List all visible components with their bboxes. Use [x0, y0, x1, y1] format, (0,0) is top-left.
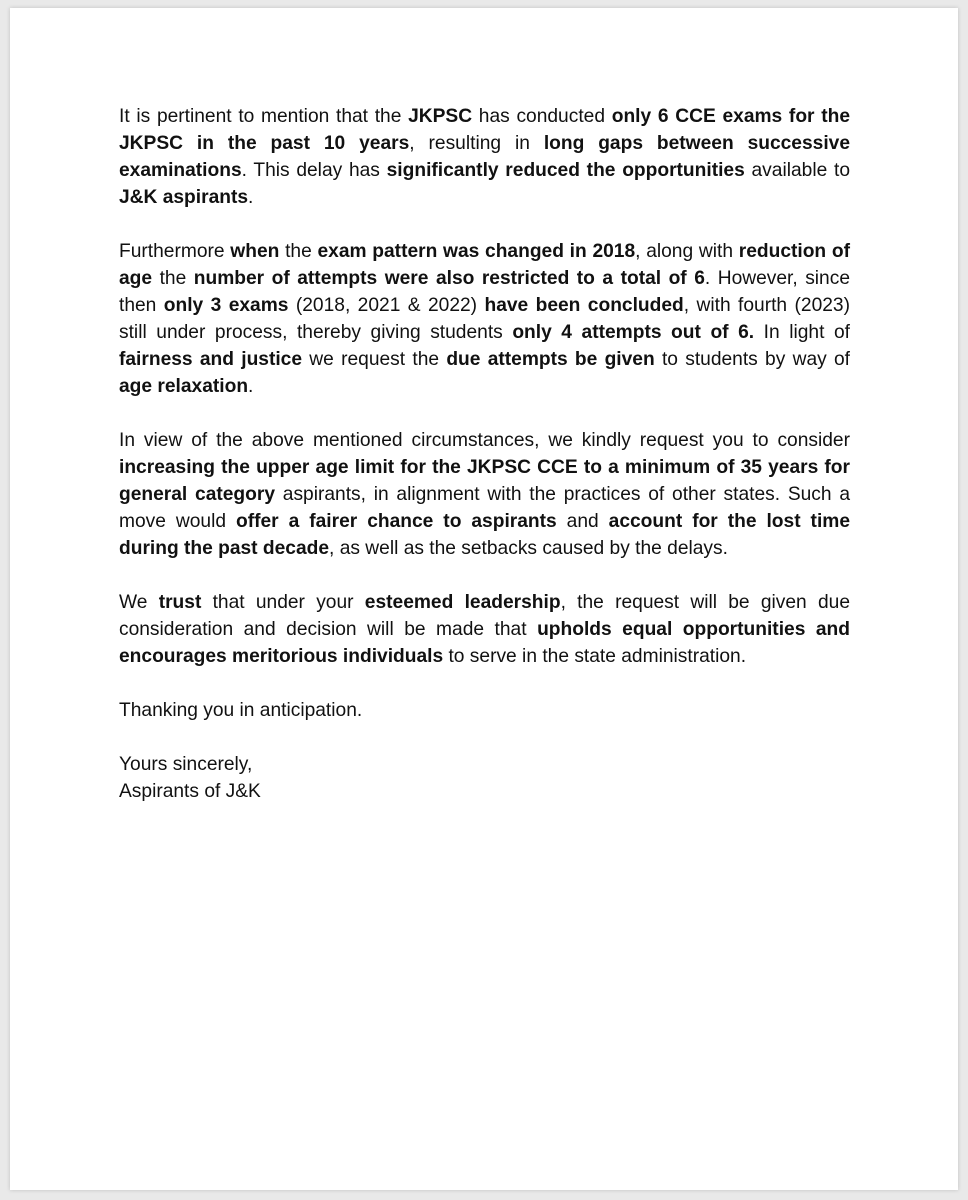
- text-run: the: [152, 268, 194, 289]
- bold-text-run: J&K aspirants: [119, 187, 249, 208]
- text-run: . However, since then: [119, 268, 850, 316]
- bold-text-run: age relaxation: [119, 376, 249, 397]
- text-run: aspirants, in alignment with the practices of other states. Such a move would: [119, 484, 850, 532]
- bold-text-run: increasing the upper age limit for the JKPSC CCE to a minimum of 35 years for general category: [119, 457, 850, 505]
- text-run: In light of: [754, 322, 850, 343]
- text-run: . This delay has: [241, 160, 387, 181]
- text-run: available to: [744, 160, 850, 181]
- signatory: Aspirants of J&K: [119, 781, 261, 802]
- bold-text-run: number of attempts were also restricted to a total of 6: [193, 268, 705, 289]
- text-run: , along with: [635, 241, 739, 262]
- text-run: Furthermore: [119, 241, 231, 262]
- bold-text-run: significantly reduced the opportunities: [386, 160, 745, 181]
- bold-text-run: account for the lost time during the past decade: [119, 511, 851, 559]
- salutation: Yours sincerely,: [119, 754, 253, 775]
- bold-text-run: fairness and justice: [119, 349, 303, 370]
- text-run: that under your: [201, 592, 365, 613]
- text-run: the: [279, 241, 318, 262]
- bold-text-run: when: [230, 241, 280, 262]
- bold-text-run: esteemed leadership: [364, 592, 561, 613]
- text-run: to students by way of: [654, 349, 850, 370]
- bold-text-run: exam pattern was changed in 2018: [317, 241, 636, 262]
- text-run: , resulting in: [409, 133, 544, 154]
- bold-text-run: only 3 exams: [163, 295, 289, 316]
- text-run: and: [556, 511, 609, 532]
- letter-body: [119, 103, 850, 805]
- paragraph-exam-frequency: [119, 103, 850, 211]
- bold-text-run: only 4 attempts out of 6.: [512, 322, 755, 343]
- text-run: to serve in the state administration.: [443, 646, 747, 667]
- bold-text-run: due attempts be given: [446, 349, 655, 370]
- bold-text-run: trust: [158, 592, 202, 613]
- text-run: , the request will be given due consideration and decision will be made that: [119, 592, 850, 640]
- paragraph-request: [119, 427, 850, 562]
- text-run: we request the: [302, 349, 447, 370]
- document-page: [10, 8, 958, 1190]
- text-run: It is pertinent to mention that the: [119, 106, 409, 127]
- text-run: has conducted: [472, 106, 612, 127]
- text-run: (2018, 2021 & 2022): [288, 295, 485, 316]
- text-run: , as well as the setbacks caused by the delays.: [329, 538, 728, 559]
- bold-text-run: have been concluded: [484, 295, 684, 316]
- paragraph-attempts: [119, 238, 850, 400]
- text-run: .: [248, 376, 254, 397]
- thanks-line: Thanking you in anticipation.: [119, 700, 363, 721]
- bold-text-run: upholds equal opportunities and encourages meritorious individuals: [119, 619, 850, 667]
- closing-block: [119, 751, 850, 805]
- bold-text-run: JKPSC: [408, 106, 473, 127]
- text-run: In view of the above mentioned circumstances, we kindly request you to consider: [119, 430, 850, 451]
- paragraph-trust: [119, 589, 850, 670]
- bold-text-run: reduction of age: [119, 241, 850, 289]
- text-run: .: [248, 187, 254, 208]
- bold-text-run: only 6 CCE exams for the JKPSC in the past 10 years: [119, 106, 850, 154]
- bold-text-run: offer a fairer chance to aspirants: [236, 511, 557, 532]
- text-run: , with fourth (2023) still under process, thereby giving students: [119, 295, 850, 343]
- bold-text-run: long gaps between successive examinations: [119, 133, 850, 181]
- text-run: We: [119, 592, 159, 613]
